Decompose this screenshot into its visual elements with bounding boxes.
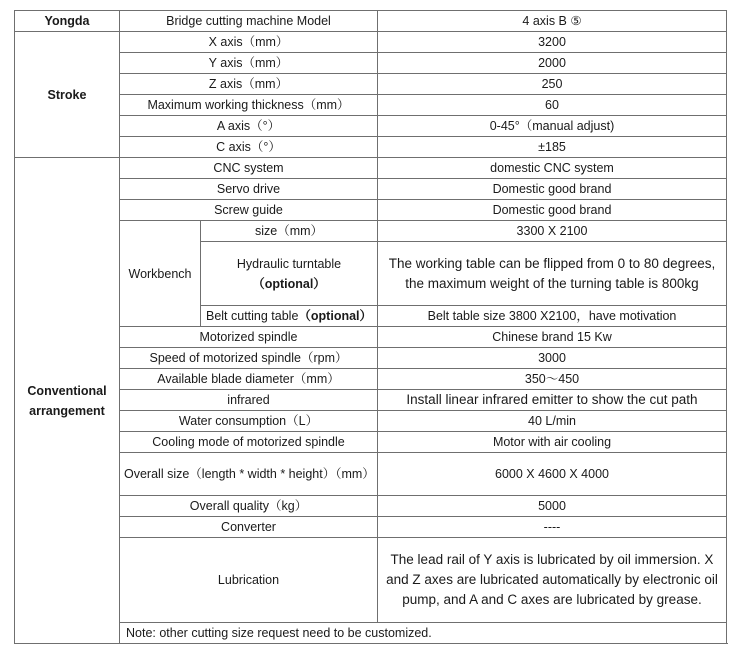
water-row xyxy=(15,411,727,432)
spindle-row xyxy=(15,327,727,348)
brand-cell: Yongda xyxy=(15,11,120,32)
blade-value: 350～450 xyxy=(378,369,727,390)
thickness-value: 60 xyxy=(378,95,727,116)
header-row xyxy=(15,11,727,32)
quality-row xyxy=(15,496,727,517)
lubrication-row xyxy=(15,538,727,623)
cnc-row xyxy=(15,158,727,179)
overall-size-row xyxy=(15,453,727,496)
cooling-row xyxy=(15,432,727,453)
blade-label: Available blade diameter（mm） xyxy=(120,369,378,390)
note-text: Note: other cutting size request need to be customized. xyxy=(120,623,727,644)
lubrication-label: Lubrication xyxy=(120,538,378,623)
converter-row xyxy=(15,517,727,538)
water-label: Water consumption（L） xyxy=(120,411,378,432)
converter-label: Converter xyxy=(120,517,378,538)
infrared-value: Install linear infrared emitter to show the cut path xyxy=(378,390,727,411)
belt-label: Belt cutting table xyxy=(205,309,299,323)
model-value: 4 axis B ⑤ xyxy=(378,11,727,32)
turntable-value: The working table can be flipped from 0 to 80 degrees, the maximum weight of the turning table is 800kg xyxy=(378,242,727,306)
belt-value: Belt table size 3800 X2100，have motivation xyxy=(378,306,727,327)
servo-row xyxy=(15,179,727,200)
cooling-label: Cooling mode of motorized spindle xyxy=(120,432,378,453)
workbench-label: Workbench xyxy=(120,221,201,327)
x-axis-value: 3200 xyxy=(378,32,727,53)
speed-row xyxy=(15,348,727,369)
stroke-row-thickness xyxy=(15,95,727,116)
stroke-row-c xyxy=(15,137,727,158)
speed-value: 3000 xyxy=(378,348,727,369)
note-row xyxy=(15,623,727,644)
screw-row xyxy=(15,200,727,221)
stroke-row-a xyxy=(15,116,727,137)
y-axis-value: 2000 xyxy=(378,53,727,74)
workbench-size-label: size（mm） xyxy=(201,221,378,242)
workbench-size-value: 3300 X 2100 xyxy=(378,221,727,242)
stroke-group-label: Stroke xyxy=(15,32,120,158)
cooling-value: Motor with air cooling xyxy=(378,432,727,453)
thickness-label: Maximum working thickness（mm） xyxy=(120,95,378,116)
c-axis-label: C axis（°） xyxy=(120,137,378,158)
converter-value: ---- xyxy=(378,517,727,538)
c-axis-value: ±185 xyxy=(378,137,727,158)
turntable-label-cell xyxy=(201,242,378,306)
belt-optional: （optional） xyxy=(298,309,373,323)
a-axis-label: A axis（°） xyxy=(120,116,378,137)
lubrication-value: The lead rail of Y axis is lubricated by oil immersion. X and Z axes are lubricated automatically by electronic oil pump, and A and C axes are lubricated by grease. xyxy=(378,538,727,623)
spec-table xyxy=(14,10,727,644)
screw-label: Screw guide xyxy=(120,200,378,221)
belt-label-cell xyxy=(201,306,378,327)
z-axis-value: 250 xyxy=(378,74,727,95)
workbench-size-row xyxy=(15,221,727,242)
z-axis-label: Z axis（mm） xyxy=(120,74,378,95)
quality-label: Overall quality（kg） xyxy=(120,496,378,517)
overall-size-label: Overall size（length * width * height）（mm） xyxy=(120,453,378,496)
stroke-row-z xyxy=(15,74,727,95)
servo-value: Domestic good brand xyxy=(378,179,727,200)
infrared-label: infrared xyxy=(120,390,378,411)
turntable-label: Hydraulic turntable xyxy=(236,256,342,271)
blade-row xyxy=(15,369,727,390)
model-label: Bridge cutting machine Model xyxy=(120,11,378,32)
infrared-row xyxy=(15,390,727,411)
x-axis-label: X axis（mm） xyxy=(120,32,378,53)
water-value: 40 L/min xyxy=(378,411,727,432)
turntable-optional: （optional） xyxy=(252,276,326,291)
stroke-row-x xyxy=(15,32,727,53)
servo-label: Servo drive xyxy=(120,179,378,200)
speed-label: Speed of motorized spindle（rpm） xyxy=(120,348,378,369)
spindle-value: Chinese brand 15 Kw xyxy=(378,327,727,348)
quality-value: 5000 xyxy=(378,496,727,517)
cnc-label: CNC system xyxy=(120,158,378,179)
overall-size-value: 6000 X 4600 X 4000 xyxy=(378,453,727,496)
stroke-row-y xyxy=(15,53,727,74)
y-axis-label: Y axis（mm） xyxy=(120,53,378,74)
screw-value: Domestic good brand xyxy=(378,200,727,221)
conventional-group-label: Conventional arrangement xyxy=(15,158,120,644)
spindle-label: Motorized spindle xyxy=(120,327,378,348)
cnc-value: domestic CNC system xyxy=(378,158,727,179)
a-axis-value: 0-45°（manual adjust) xyxy=(378,116,727,137)
